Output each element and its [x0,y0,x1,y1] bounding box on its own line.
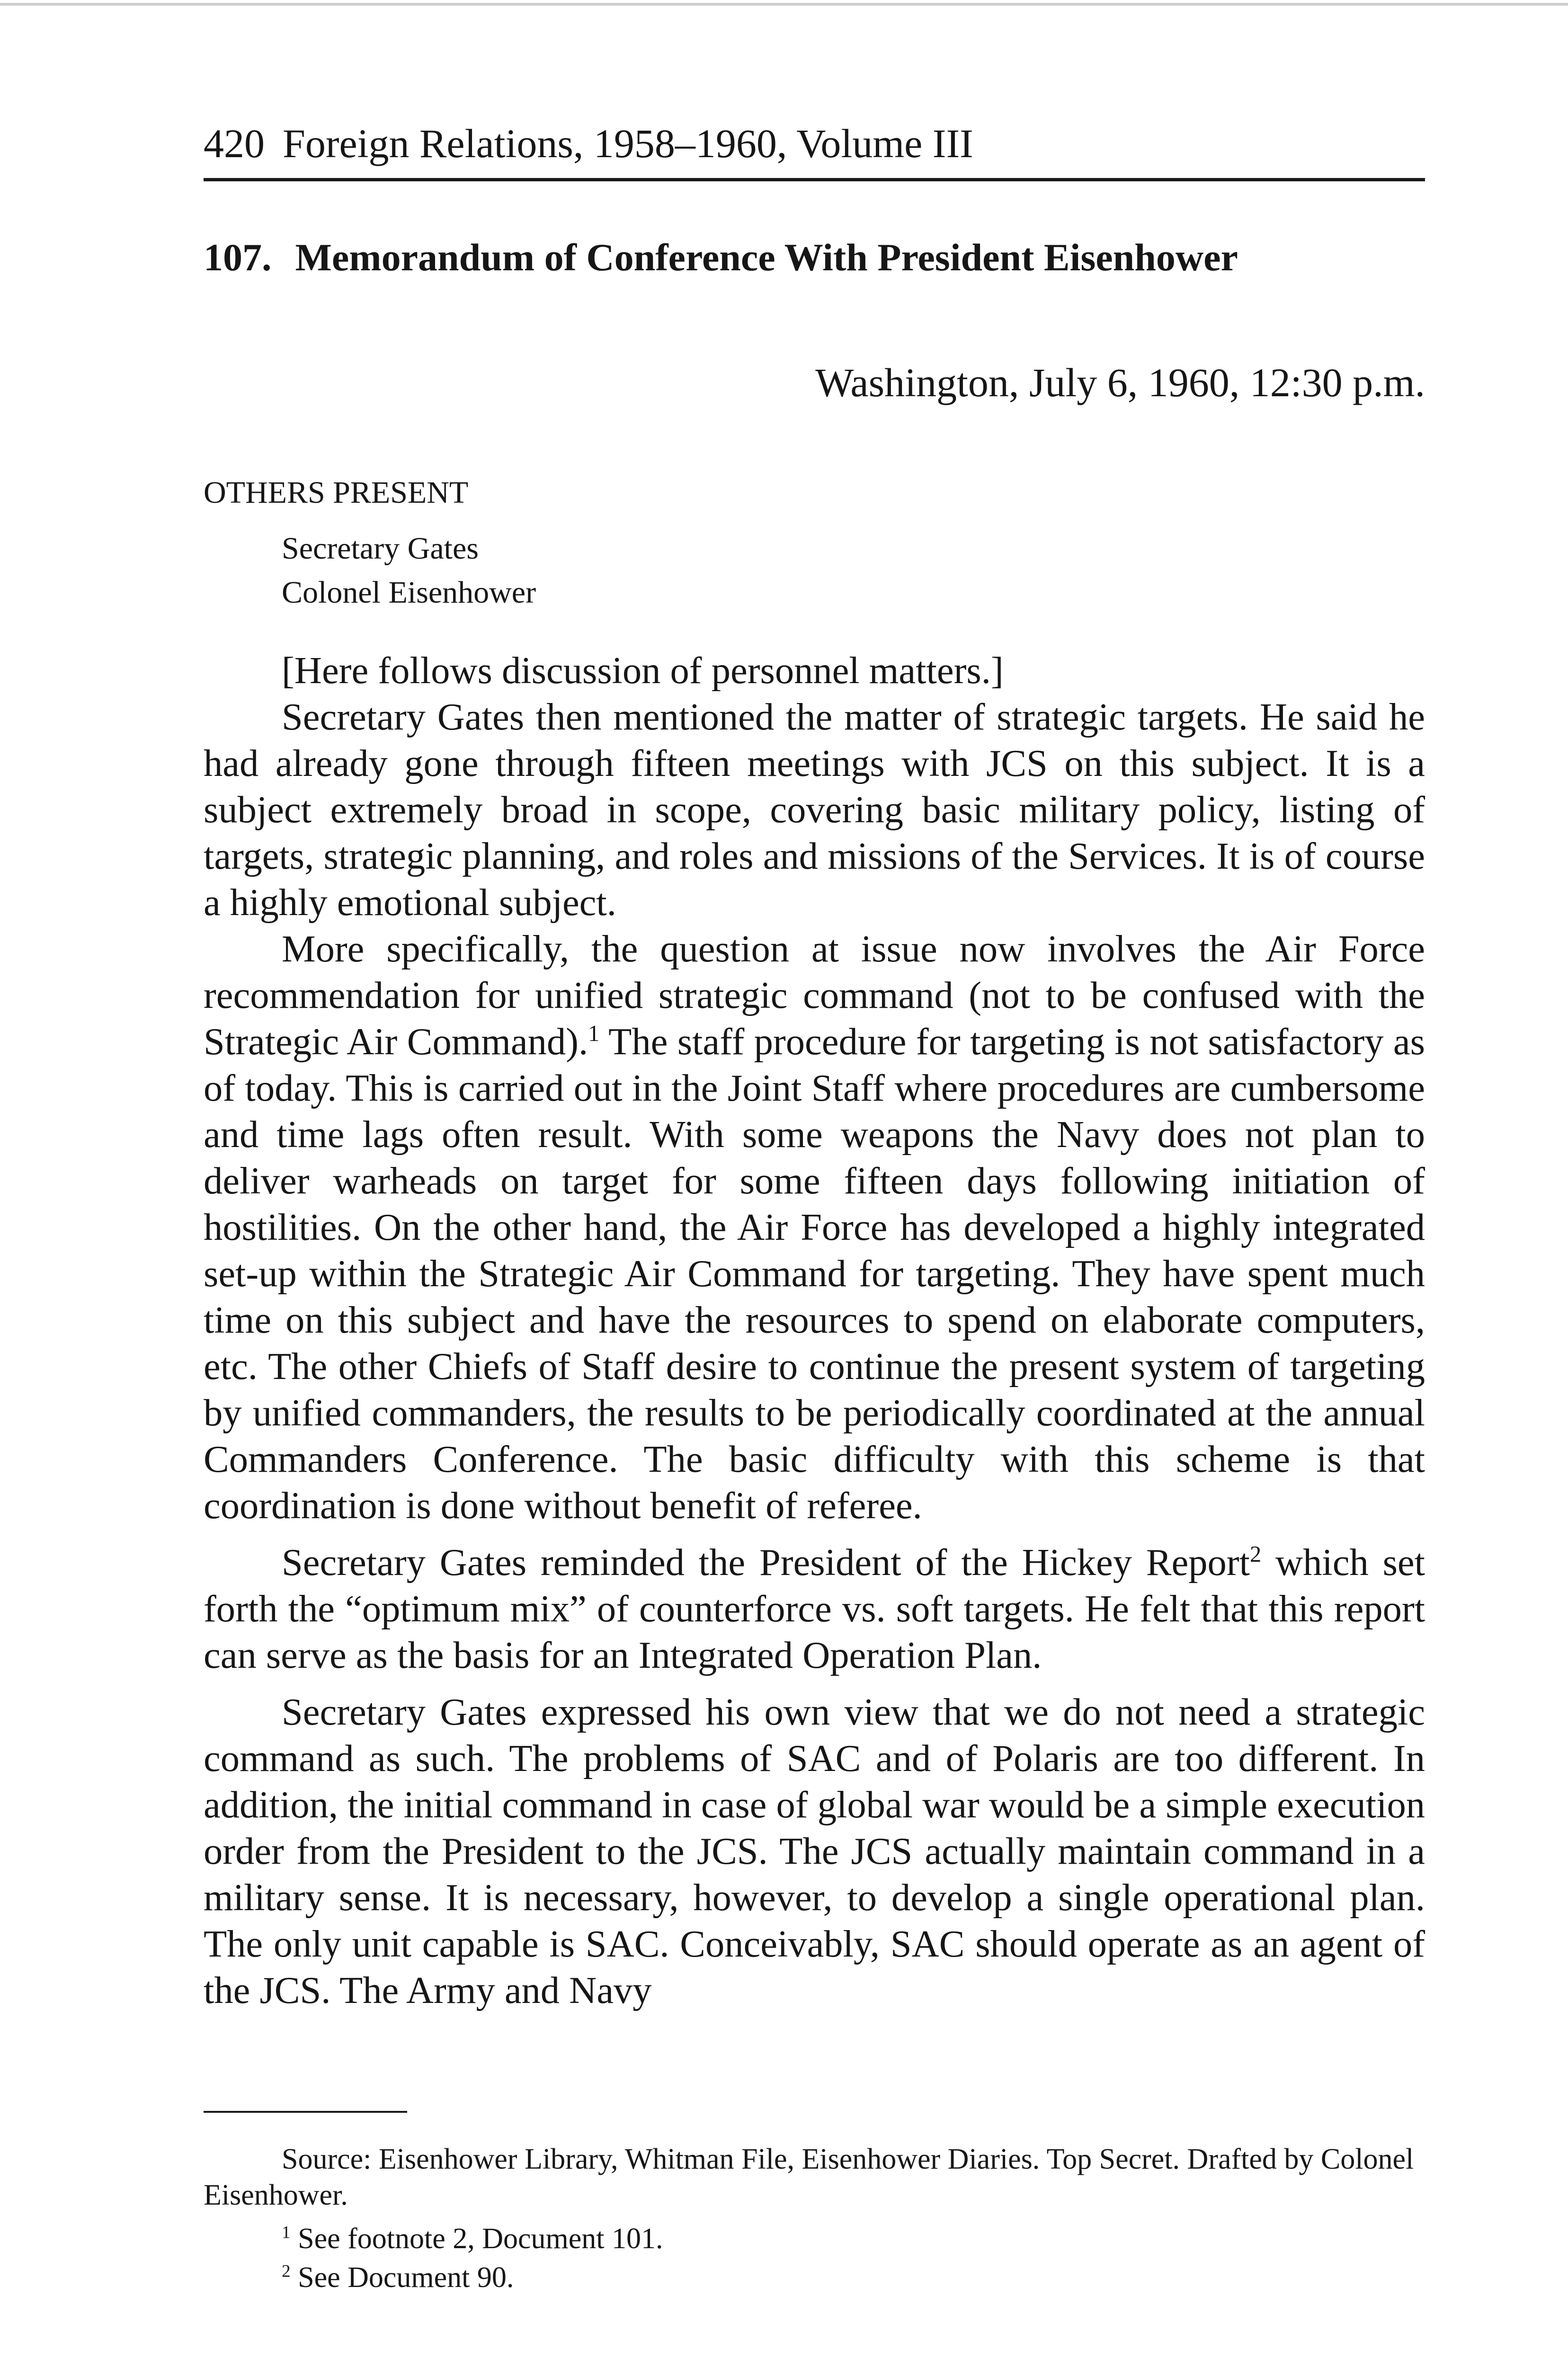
page-number: 420 [204,121,265,166]
footnote-text: See Document 90. [290,2261,514,2294]
document-number: 107. [204,235,272,279]
footnotes [204,2141,1425,2296]
paragraph-text: which set forth the “optimum mix” of counterforce vs. soft targets. He felt that this report can serve as the basis for an Integrated Operation Plan. [204,1541,1425,1677]
body-paragraph-5: Secretary Gates expressed his own view that we do not need a strategic command as such. The problems of SAC and of Polaris are too different. In addition, the initial command in case of global war would be a simple execution order from the President to the JCS. The JCS actually maintain command in a military sense. It is necessary, however, to develop a single operational plan. The only unit capable is SAC. Conceivably, SAC should operate as an agent of the JCS. The Army and Navy [204,1691,1425,2012]
footnote-text: See footnote 2, Document 101. [290,2223,663,2255]
scan-top-edge [0,3,1568,6]
paragraph-text: Secretary Gates reminded the President of the Hickey Report [282,1541,1250,1584]
body-paragraph-3 [204,926,1425,1529]
body-paragraph-2: Secretary Gates then mentioned the matter of strategic targets. He said he had already gone through fifteen meetings with JCS on this subject. It is a subject extremely broad in scope, covering basic military policy, listing of targets, strategic planning, and roles and missions of the Services. It is of course a highly emotional subject. [204,696,1425,924]
others-present-list [204,527,1425,614]
attendee: Secretary Gates [282,531,479,566]
footnote-marker-1: 1 [282,2223,291,2242]
dateline: Washington, July 6, 1960, 12:30 p.m. [815,360,1425,405]
paragraph-text: More specifically, the question at issue now involves the Air Force recommendation for unified strategic command (not to be confused with the Strategic Air Command). [204,928,1425,1063]
memorandum-body [204,648,1425,2014]
document-title [204,233,1425,282]
running-head [204,118,1425,181]
footnote-ref-1: 1 [588,1021,600,1047]
attendee: Colonel Eisenhower [282,575,536,610]
footnote-ref-2: 2 [1249,1542,1262,1567]
source-note: Source: Eisenhower Library, Whitman File, Eisenhower Diaries. Top Secret. Drafted by Colonel Eisenhower. [204,2143,1414,2212]
footnote-1 [204,2221,1425,2257]
paragraph-text: The staff procedure for targeting is not satisfactory as of today. This is carried out in the Joint Staff where procedures are cumbersome and time lags often result. With some weapons the Navy does not plan to deliver warheads on target for some fifteen days following initiation of hostilities. On the other hand, the Air Force has developed a highly integrated set-up within the Strategic Air Command for targeting. They have spent much time on this subject and have the resources to spend on elaborate computers, etc. The other Chiefs of Staff desire to continue the present system of targeting by unified commanders, the results to be periodically coordinated at the annual Commanders Conference. The basic difficulty with this scheme is that coordination is done without benefit of referee. [204,1021,1425,1527]
footnote-2 [204,2260,1425,2296]
series-title: Foreign Relations, 1958–1960, Volume III [283,121,973,166]
footnote-marker-2: 2 [282,2261,291,2281]
document-title-text: Memorandum of Conference With President Eisenhower [295,235,1238,279]
document-page [204,118,1425,2296]
footnote-divider [204,2111,407,2113]
body-paragraph-4 [204,1539,1425,1679]
others-present-heading: OTHERS PRESENT [204,475,469,510]
body-paragraph-1: [Here follows discussion of personnel matters.] [282,650,1004,692]
